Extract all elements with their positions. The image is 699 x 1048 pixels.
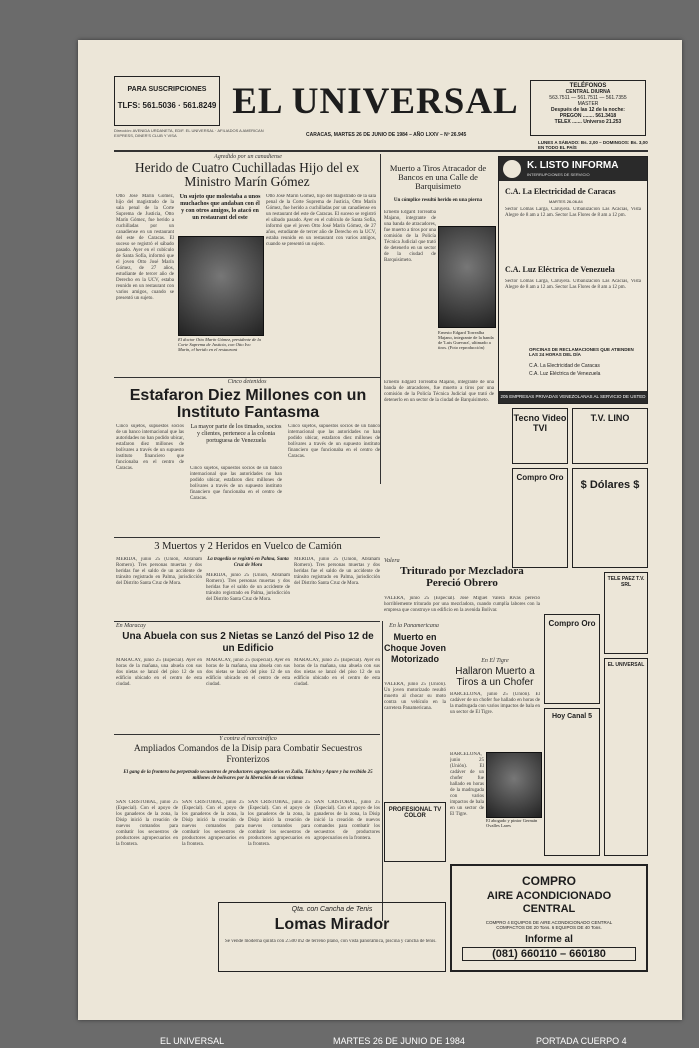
story1-photo	[178, 236, 264, 336]
listo-body-text-2: Sector Lomas Larga, Caruyera. Urbanización Las Acacias, Vista Alegre de 8 am a 12 am. Sector Las Flores de 8 am a 12 pm.	[505, 279, 641, 290]
story6-kicker: En la Panamericana	[389, 623, 439, 629]
caption-right: PORTADA CUERPO 4	[536, 1036, 627, 1046]
phones-central: CENTRAL DIURNA	[565, 89, 611, 95]
story8-body	[384, 596, 540, 654]
story3-top-rule	[114, 537, 380, 538]
story3-body-3	[294, 557, 380, 619]
phones-pregon: PREGON ........ 561.3418	[559, 113, 617, 119]
subscriptions-title: PARA SUSCRIPCIONES	[127, 86, 207, 93]
column-rule-1	[380, 154, 381, 484]
listo-company2: C.A. Luz Eléctrica de Venezuela	[505, 265, 615, 274]
listo-footer: 205 EMPRESAS PRIVADAS VENEZOLANAS AL SERVICIO DE USTED	[499, 391, 647, 403]
story9-body-2	[450, 752, 484, 862]
newspaper-page	[78, 40, 682, 1020]
story2-body-3	[288, 424, 380, 534]
aire-informe: Informe al	[525, 934, 573, 945]
story3-body-text-2: MÉRIDA, junio 25 (Unión, Abrahám Romero). Tres personas muertas y dos heridas fue el saldo de un accidente de tránsito registrado en Palma, jurisdicción del Distrito Santa Cruz de Mora.	[206, 573, 290, 602]
listo-logo-icon	[503, 160, 521, 178]
story4-body	[116, 658, 202, 732]
price-line: LUNES A SÁBADO: Bs. 2,00 – DOMINGOS: Bs. 3,00 EN TODO EL PAÍS	[538, 140, 648, 150]
listo-title: K. LISTO INFORMA	[527, 160, 619, 171]
story5-body-text: SAN CRISTÓBAL, junio 25 (Especial). Con el apoyo de los ganaderos de la zona, la Disip inició la creación de nuevos comandos para combatir los secuestros de productores agropecuarios en la frontera.	[116, 800, 178, 847]
listo-body-2	[505, 279, 641, 319]
listo-box	[498, 156, 648, 404]
story8-headline: Triturado por Mezcladora Pereció Obrero	[400, 565, 524, 589]
aire-title: AIRE ACONDICIONADO CENTRAL	[486, 890, 612, 915]
story1-caption: El doctor Otto Marín Gómez, presidente de la Corte Suprema de Justicia, con Otto Ivo Marín, el herido en el restaurant	[178, 337, 261, 352]
story1-body	[116, 194, 174, 374]
story4-body-3	[294, 658, 380, 732]
aire-ad	[450, 864, 648, 972]
story9-body-text: BARCELONA, junio 25 (Unión). El cadáver de un chofer fue hallado en horas de la madrugada con varios impactos de bala en un sector de El Tigre.	[450, 692, 540, 715]
profesional-title: PROFESIONAL TV COLOR	[388, 807, 442, 819]
phones-telex: TELEX ....... Universo 21.253	[554, 119, 622, 125]
listo-offices: OFICINAS DE RECLAMACIONES QUE ATIENDEN LAS 24 HORAS DEL DÍA	[529, 347, 634, 357]
story7-body-text-2: Ernesto Edgard Torrealba Majano, integrante de una banda de atracadores, fue muerto a tiros por una comisión de la Policía Técnica Judicial que trató de detenerlo en un sector de la ciudad de Barquisimeto.	[384, 380, 494, 403]
story3-body-2	[206, 573, 290, 619]
column-rule-2	[382, 621, 383, 921]
story6-body	[384, 682, 446, 800]
lomas-kicker: Qta. con Cancha de Tenis	[291, 906, 373, 913]
story8-kicker: Valera	[384, 558, 400, 564]
story4-body-text: MARACAY, junio 25 (Especial). Ayer en horas de la mañana, una abuela con sus dos nietas se lanzó del piso 12 de un edificio ubicado en el centro de esta ciudad.	[116, 658, 202, 687]
story3-headline: 3 Muertos y 2 Heridos en Vuelco de Camión	[154, 541, 342, 552]
story5-top-rule	[114, 734, 380, 735]
phones-master: MASTER	[577, 101, 599, 107]
story1-deck: Un sujeto que molestaba a unos muchachos que andaban con él y con otros amigos, lo atacó en un restaurant del este	[179, 194, 261, 221]
tele-paez-title: TELE PAEZ T.V. SRL	[607, 576, 645, 588]
story3-body-text-3: MÉRIDA, junio 25 (Unión, Abrahám Romero). Tres personas muertas y dos heridas fue el saldo de un accidente de tránsito registrado en Palma, jurisdicción del Distrito Santa Cruz de Mora.	[294, 557, 380, 586]
story5-headline: Ampliados Comandos de la Disip para Combatir Secuestros Fronterizos	[133, 744, 363, 765]
story1-headline: Herido de Cuatro Cuchilladas Hijo del ex Ministro Marín Gómez	[134, 160, 360, 189]
tele-paez-ad	[604, 572, 648, 654]
story6-body-text: VALERA, junio 25 (Unión). Un joven motorizado resultó muerto al chocar su moto contra un vehículo en la carretera Panamericana.	[384, 682, 446, 711]
story7-photo	[438, 226, 496, 328]
story4-body-2	[206, 658, 290, 732]
hoy-canal-title: Hoy Canal 5	[551, 713, 593, 720]
lomas-body-text: Se vende moderna quinta con 2.500 m2 de terreno plano, con vista panorámica, piscina y cancha de tenis.	[225, 939, 437, 944]
story2-body-text-3: Cinco sujetos, supuestos socios de un banco internacional que las autoridades no han podido ubicar, estafaron diez millones de bolívares a través de un supuesto instituto financiero que funcionaba en el centro de Caracas.	[288, 424, 380, 459]
story3-deck: La tragedia se registró en Palma, Santa Cruz de Mora	[207, 557, 289, 568]
aire-sub: COMPRO 4 EQUIPOS DE AIRE ACONDICIONADO CENTRAL COMPACTOS DE 20 Tons. 6 EQUIPOS DE 40 Tons.	[485, 920, 613, 930]
story1-kicker: Agredido por un canadiense	[214, 154, 282, 160]
universal-ad-title: EL UNIVERSAL	[607, 662, 645, 668]
story3-body	[116, 557, 202, 619]
lomas-title: Lomas Mirador	[274, 916, 390, 933]
story1-body-text-2: Otto José Marín Gómez, hijo del magistrado de la sala penal de la Corte Suprema de Justicia, Otto Marín Gómez, fue herido a cuchilladas por un canadiense en un restaurant del este de Caracas. El suceso se registró el sábado pasado. Ayer en el cubículo de Santa Sofía, informó que el joven Otto José Marín Gómez, de 27 años, estudiante de tercer año de Derecho en la UCV, estaba reunido en un restaurant con varios amigos, cuando se presentó un sujeto.	[266, 194, 376, 247]
caption-left: EL UNIVERSAL	[160, 1036, 225, 1046]
listo-day: MARTES 26-06-84	[549, 199, 583, 204]
story5-body-text-2: SAN CRISTÓBAL, junio 25 (Especial). Con el apoyo de los ganaderos de la zona, la Disip inició la creación de nuevos comandos para combatir los secuestros de productores agropecuarios en la frontera.	[182, 800, 244, 847]
listo-body-text: Sector Lomas Larga, Caruyera. Urbanización Las Acacias, Vista Alegre de 8 am a 12 am. Sector Las Flores de 8 am a 12 pm.	[505, 207, 641, 218]
lomas-body	[225, 939, 439, 969]
story9-kicker: En El Tigre	[481, 658, 509, 664]
story9-caption: El abogado y pintor Germán Ovalles Lares	[486, 818, 538, 828]
lino-ad	[572, 408, 648, 464]
story5-body-text-4: SAN CRISTÓBAL, junio 25 (Especial). Con el apoyo de los ganaderos de la zona, la Disip inició la creación de nuevos comandos para combatir los secuestros de productores agropecuarios en la frontera.	[314, 800, 380, 841]
listo-company2-repeat: C.A. Luz Eléctrica de Venezuela	[529, 371, 601, 377]
story2-kicker: Cinco detenidos	[227, 379, 267, 385]
aire-compro: COMPRO	[522, 874, 576, 888]
aire-phone: (081) 660110 – 660180	[462, 947, 636, 961]
story4-kicker: En Maracay	[116, 623, 146, 629]
compro-oro-title: Compro Oro	[516, 473, 564, 482]
listo-company1-repeat: C.A. La Electricidad de Caracas	[529, 363, 600, 369]
hoy-canal-ad	[544, 708, 600, 856]
story4-top-rule	[114, 621, 380, 622]
listo-company1: C.A. La Electricidad de Caracas	[505, 187, 616, 196]
profesional-ad	[384, 802, 446, 862]
story2-body	[116, 424, 184, 534]
story1-body-2	[266, 194, 376, 374]
story7-deck: Un cómplice resultó herido en una pierna	[393, 198, 483, 203]
masthead-rule	[114, 150, 648, 152]
story2-body-text-2: Cinco sujetos, supuestos socios de un banco internacional que las autoridades no han podido ubicar, estafaron diez millones de bolívares a través de un supuesto instituto financiero que funcionaba en el centro de Caracas.	[190, 466, 282, 501]
story2-deck: La mayor parte de los timados, socios y clientes, pertenece a la colonia portuguesa de Venezuela	[190, 424, 282, 444]
story5-body-text-3: SAN CRISTÓBAL, junio 25 (Especial). Con el apoyo de los ganaderos de la zona, la Disip inició la creación de nuevos comandos para combatir los secuestros de productores agropecuarios en la frontera.	[248, 800, 310, 847]
subscriptions-box	[114, 76, 220, 126]
phones-after: Después de las 12 de la noche:	[551, 107, 625, 113]
lino-title: T.V. LINO	[590, 413, 630, 423]
tecno-ad	[512, 408, 568, 464]
story8-body-text: VALERA, junio 25 (Especial). José Miguel Valera Rivas pereció horriblemente triturado por una mezcladora, cuando cumplía labores con la empresa que construye un edificio en la avenida Bolívar.	[384, 596, 540, 613]
dolares-title: $ Dólares $	[580, 479, 640, 491]
compro-oro-2-ad	[544, 614, 600, 704]
listo-sub: INTERRUPCIONES DE SERVICIO	[527, 172, 590, 177]
compro-oro-ad	[512, 468, 568, 568]
story4-body-text-2: MARACAY, junio 25 (Especial). Ayer en horas de la mañana, una abuela con sus dos nietas se lanzó del piso 12 de un edificio ubicado en el centro de esta ciudad.	[206, 658, 290, 687]
story6-headline: Muerto en Choque Joven Motorizado	[384, 632, 447, 664]
story7-body-text: Ernesto Edgard Torrealba Majano, integrante de una banda de atracadores, fue muerto a tiros por una comisión de la Policía Técnica Judicial que trató de detenerlo en un sector de la ciudad de Barquisimeto.	[384, 210, 436, 263]
subscriptions-phone: TLFS: 561.5036 · 561.8249	[117, 101, 217, 110]
dateline: CARACAS, MARTES 26 DE JUNIO DE 1984 – AÑO LXXV – Nº 26.945	[306, 132, 467, 138]
story9-photo	[486, 752, 542, 818]
story4-body-text-3: MARACAY, junio 25 (Especial). Ayer en horas de la mañana, una abuela con sus dos nietas se lanzó del piso 12 de un edificio ubicado en el centro de esta ciudad.	[294, 658, 380, 687]
story7-body	[384, 210, 436, 375]
story9-body	[450, 692, 540, 750]
story7-body-2	[384, 380, 494, 485]
dolares-ad	[572, 468, 648, 568]
phones-title: TELÉFONOS	[569, 83, 607, 89]
story9-body-text-2: BARCELONA, junio 25 (Unión). El cadáver de un chofer fue hallado en horas de la madrugada con varios impactos de bala en un sector de El Tigre.	[450, 752, 484, 817]
tecno-title: Tecno Video TVI	[513, 413, 567, 433]
caption-center: MARTES 26 DE JUNIO DE 1984	[333, 1036, 465, 1046]
story5-body	[116, 800, 178, 920]
story9-headline: Hallaron Muerto a Tiros a un Chofer	[455, 666, 535, 688]
masthead-title: EL UNIVERSAL	[232, 81, 519, 122]
story2-body-2	[190, 466, 282, 534]
lomas-ad	[218, 902, 446, 972]
story5-kicker: Y contra el narcotráfico	[219, 736, 277, 742]
story2-top-rule	[114, 377, 380, 378]
story2-body-text: Cinco sujetos, supuestos socios de un banco internacional que las autoridades no han podido ubicar, estafaron diez millones de bolívares a través de un supuesto instituto financiero que funcionaba en el centro de Caracas.	[116, 424, 184, 471]
phones-box	[530, 80, 646, 136]
story7-caption: Ernesto Edgard Torrealba Majano, integrante de la banda de 'Luis Guevara', ultimado a tiros. (Foto reproducción)	[438, 330, 494, 350]
story2-headline: Estafaron Diez Millones con un Instituto Fantasma	[129, 387, 367, 421]
story1-body-text: Otto José Marín Gómez, hijo del magistrado de la sala penal de la Corte Suprema de Justicia, Otto Marín Gómez, fue herido a cuchilladas por un canadiense en un restaurant del este de Caracas. El suceso se registró el sábado pasado. Ayer en el cubículo de Santa Sofía, informó que el joven Otto José Marín Gómez, de 27 años, estudiante de tercer año de Derecho en la UCV, estaba reunido en un restaurant con varios amigos, cuando se presentó un sujeto.	[116, 194, 174, 301]
universal-ad	[604, 658, 648, 856]
phones-lines: 563.7511 — 561.7511 — 561.7355	[549, 95, 627, 101]
story4-headline: Una Abuela con sus 2 Nietas se Lanzó del Piso 12 de un Edificio	[122, 631, 374, 654]
listo-body	[505, 207, 641, 259]
story5-deck: El gang de la frontera ha perpetrado secuestros de productores agropecuarios en Zulia, Táchira y Apure y ha recibido 25 millones de bolívares por la liberación de sus víctimas	[123, 770, 373, 781]
story7-headline: Muerto a Tiros Atracador de Bancos en una Calle de Barquisimeto	[389, 163, 487, 191]
compro-oro-2-title: Compro Oro	[548, 619, 596, 628]
story3-body-text: MÉRIDA, junio 25 (Unión, Abrahám Romero). Tres personas muertas y dos heridas fue el saldo de un accidente de tránsito registrado en Palma, jurisdicción del Distrito Santa Cruz de Mora.	[116, 557, 202, 586]
address-line: Dirección: AVENIDA URDANETA, EDIF. EL UNIVERSAL · AFILIADOS A AMERICAN EXPRESS, DINER'S CLUB Y VISA	[114, 128, 264, 138]
